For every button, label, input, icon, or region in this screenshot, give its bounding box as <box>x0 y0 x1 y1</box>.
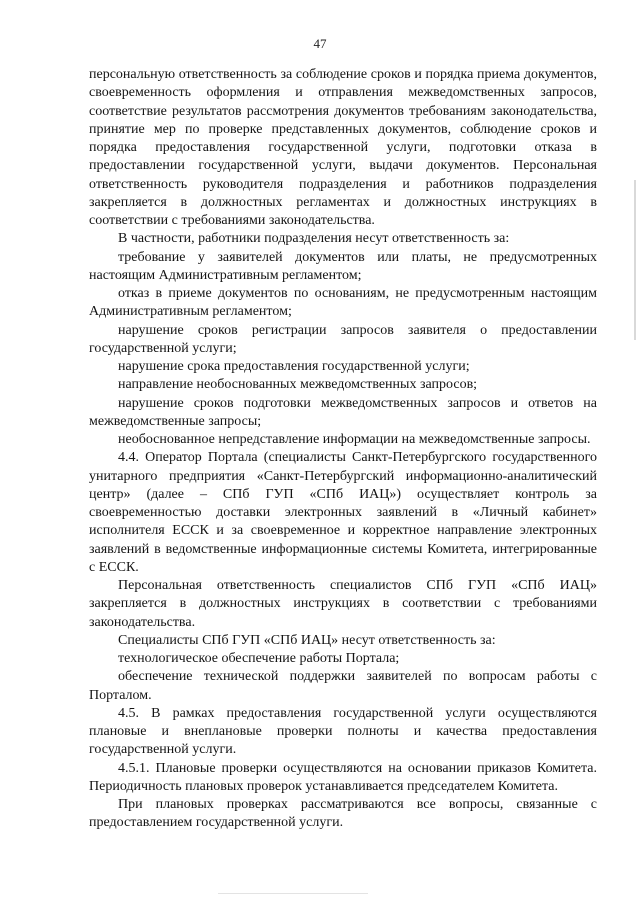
body-paragraph: персональную ответственность за соблюдение сроков и порядка приема документов, своевременность оформления и отправления межведомственных запросов, соответствие результатов рассмотрения документов требованиям законодательства, принятие мер по проверке представленных документов, соблюдение сроков и порядка предоставления государственной услуги, подготовки отказа в предоставлении государственной услуги, выдачи документов. Персональная ответственность руководителя подразделения и работников подразделения закрепляется в должностных регламентах и должностных инструкциях в соответствии с требованиями законодательства. <box>89 67 597 228</box>
body-paragraph: нарушение сроков подготовки межведомственных запросов и ответов на межведомственные запросы; <box>89 395 597 429</box>
scan-bottom-rule <box>218 893 368 894</box>
body-paragraph: технологическое обеспечение работы Портала; <box>118 651 400 666</box>
body-paragraph: 4.4. Оператор Портала (специалисты Санкт-Петербургского государственного унитарного предприятия «Санкт-Петербургский информационно-аналитический центр» (далее – СПб ГУП «СПб ИАЦ») осуществляет контроль за своевременностью доставки электронных заявлений в «Личный кабинет» исполнителя ЕССК и за своевременное и корректное направление электронных заявлений в ведомственные информационные системы Комитета, интегрированные с ЕССК. <box>89 450 597 575</box>
body-paragraph: 4.5.1. Плановые проверки осуществляются на основании приказов Комитета. Периодичность плановых проверок устанавливается председателем Комитета. <box>89 760 597 794</box>
body-paragraph: необоснованное непредставление информации на межведомственные запросы. <box>118 432 591 447</box>
body-paragraph: При плановых проверках рассматриваются все вопросы, связанные с предоставлением государственной услуги. <box>89 797 597 831</box>
scan-margin-mark <box>634 180 636 340</box>
body-paragraph: требование у заявителей документов или платы, не предусмотренных настоящим Административным регламентом; <box>89 249 597 283</box>
body-paragraph: отказ в приеме документов по основаниям, не предусмотренным настоящим Административным регламентом; <box>89 286 597 320</box>
page-number: 47 <box>313 36 327 51</box>
body-paragraph: направление необоснованных межведомственных запросов; <box>118 377 478 393</box>
body-paragraph: 4.5. В рамках предоставления государственной услуги осуществляются плановые и внеплановые проверки полноты и качества предоставления государственной услуги. <box>89 705 597 758</box>
body-paragraph: нарушение сроков регистрации запросов заявителя о предоставлении государственной услуги; <box>89 322 597 356</box>
body-paragraph: В частности, работники подразделения несут ответственность за: <box>118 231 510 247</box>
body-paragraph: Специалисты СПб ГУП «СПб ИАЦ» несут ответственность за: <box>118 632 496 648</box>
body-paragraph: нарушение срока предоставления государственной услуги; <box>118 359 470 374</box>
body-paragraph: Персональная ответственность специалистов СПб ГУП «СПб ИАЦ» закрепляется в должностных инструкциях в соответствии с требованиями законодательства. <box>89 578 597 630</box>
page-body <box>89 66 597 833</box>
body-paragraph: обеспечение технической поддержки заявителей по вопросам работы с Порталом. <box>89 669 597 703</box>
